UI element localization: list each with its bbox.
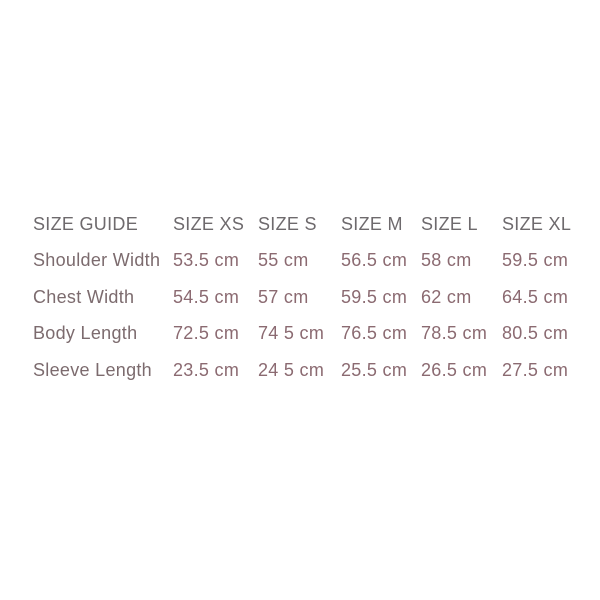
column-header-size-l: SIZE L: [421, 213, 478, 234]
column-header-size-xl: SIZE XL: [502, 213, 572, 234]
size-guide-table: [33, 206, 600, 389]
measurement-cell: 62 cm: [421, 286, 472, 307]
measurement-cell: 55 cm: [258, 250, 309, 271]
measurement-cell: 80.5 cm: [502, 323, 569, 344]
measurement-cell: 23.5 cm: [173, 359, 240, 380]
measurement-cell: 54.5 cm: [173, 286, 240, 307]
measurement-cell: 59.5 cm: [341, 286, 408, 307]
column-header-size-xs: SIZE XS: [173, 213, 245, 234]
measurement-cell: 27.5 cm: [502, 359, 569, 380]
measurement-cell: 25.5 cm: [341, 359, 408, 380]
measurement-cell: 76.5 cm: [341, 323, 408, 344]
column-header-size-s: SIZE S: [258, 213, 317, 234]
measurement-cell: 56.5 cm: [341, 250, 408, 271]
measurement-cell: 78.5 cm: [421, 323, 488, 344]
table-row-shoulder-width: [33, 243, 600, 280]
size-guide-header-row: [33, 206, 600, 243]
measurement-cell: 24 5 cm: [258, 359, 325, 380]
row-label-sleeve-length: Sleeve Length: [33, 359, 152, 380]
measurement-cell: 57 cm: [258, 286, 309, 307]
table-row-chest-width: [33, 279, 600, 316]
measurement-cell: 72.5 cm: [173, 323, 240, 344]
table-row-body-length: [33, 316, 600, 353]
measurement-cell: 74 5 cm: [258, 323, 325, 344]
measurement-cell: 64.5 cm: [502, 286, 569, 307]
row-label-chest-width: Chest Width: [33, 286, 135, 307]
column-header-size-m: SIZE M: [341, 213, 403, 234]
measurement-cell: 59.5 cm: [502, 250, 569, 271]
measurement-cell: 53.5 cm: [173, 250, 240, 271]
measurement-cell: 26.5 cm: [421, 359, 488, 380]
table-row-sleeve-length: [33, 352, 600, 389]
row-label-body-length: Body Length: [33, 323, 138, 344]
measurement-cell: 58 cm: [421, 250, 472, 271]
row-label-shoulder-width: Shoulder Width: [33, 250, 161, 271]
column-header-size-guide: SIZE GUIDE: [33, 213, 139, 234]
